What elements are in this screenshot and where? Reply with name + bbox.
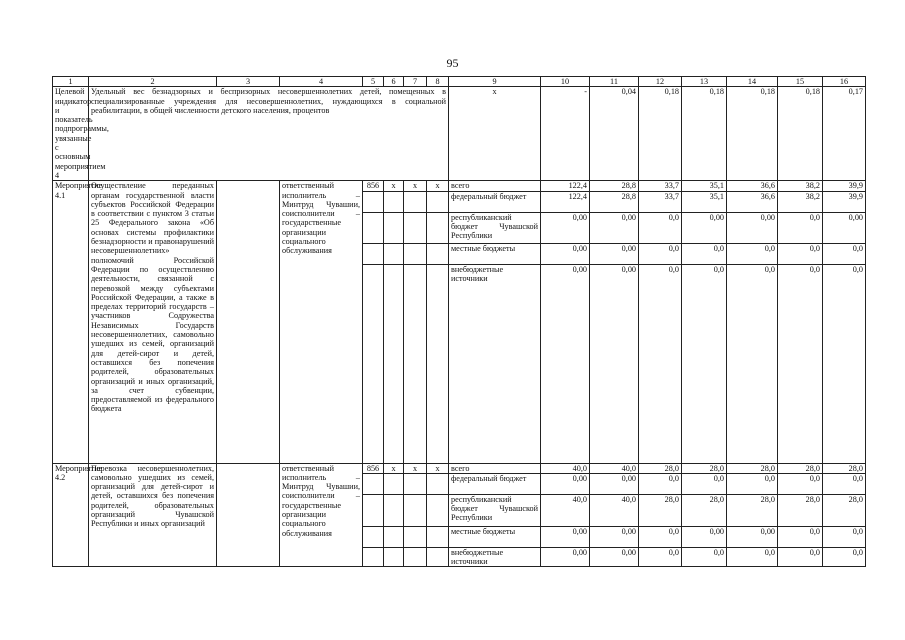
funding-value: 36,6 <box>727 181 778 191</box>
measure-executor: ответственный исполнитель – Минтруд Чувашии, соисполнители – государственные организации социального обслуживания <box>280 181 363 463</box>
target-value: - <box>541 87 590 181</box>
column-number: 13 <box>682 77 727 87</box>
funding-value: 35,1 <box>682 181 727 191</box>
funding-value: 28,0 <box>778 463 823 473</box>
funding-value: 0,0 <box>778 212 823 243</box>
column-number: 15 <box>778 77 823 87</box>
budget-code: 856 <box>363 181 384 191</box>
funding-value: 0,00 <box>541 473 590 494</box>
budget-code <box>384 547 404 567</box>
funding-value: 0,0 <box>682 243 727 264</box>
budget-table <box>52 76 866 567</box>
funding-value: 0,0 <box>639 473 682 494</box>
funding-value: 28,0 <box>727 463 778 473</box>
funding-value: 0,0 <box>823 547 866 567</box>
budget-code <box>404 526 427 547</box>
funding-value: 38,2 <box>778 191 823 212</box>
funding-value: 28,0 <box>682 494 727 526</box>
funding-value: 40,0 <box>590 494 639 526</box>
budget-code <box>427 473 449 494</box>
funding-value: 28,8 <box>590 191 639 212</box>
budget-code <box>404 264 427 463</box>
funding-value: 0,0 <box>639 526 682 547</box>
budget-code <box>384 191 404 212</box>
funding-value: 0,0 <box>778 526 823 547</box>
column-number: 10 <box>541 77 590 87</box>
funding-value: 0,0 <box>727 264 778 463</box>
funding-source: республиканский бюджет Чувашской Республики <box>449 212 541 243</box>
budget-code <box>404 547 427 567</box>
column-number: 11 <box>590 77 639 87</box>
measure-name: Перевозка несовершеннолетних, самовольно ушедших из семей, организаций для детей-сирот и детей, оставшихся без попечения родителей, образовательных организаций Чувашской Республики и иных организаций <box>89 463 217 567</box>
funding-value: 39,9 <box>823 191 866 212</box>
budget-code <box>363 212 384 243</box>
empty-cell <box>217 463 280 567</box>
funding-value: 0,0 <box>778 264 823 463</box>
funding-value: 0,0 <box>778 243 823 264</box>
budget-code: х <box>384 463 404 473</box>
funding-value: 0,00 <box>541 212 590 243</box>
budget-code: х <box>427 463 449 473</box>
funding-value: 0,00 <box>541 264 590 463</box>
budget-code <box>384 212 404 243</box>
target-value: 0,18 <box>727 87 778 181</box>
funding-value: 40,0 <box>541 494 590 526</box>
funding-value: 0,00 <box>727 212 778 243</box>
funding-value: 0,0 <box>639 243 682 264</box>
budget-code <box>363 264 384 463</box>
budget-code <box>384 494 404 526</box>
column-number: 8 <box>427 77 449 87</box>
funding-value: 122,4 <box>541 191 590 212</box>
budget-code <box>404 212 427 243</box>
funding-value: 0,00 <box>541 243 590 264</box>
funding-source: республиканский бюджет Чувашской Республики <box>449 494 541 526</box>
budget-code: х <box>404 181 427 191</box>
funding-value: 0,0 <box>639 212 682 243</box>
column-number: 14 <box>727 77 778 87</box>
funding-source: всего <box>449 181 541 191</box>
budget-code <box>427 547 449 567</box>
target-description: Удельный вес безнадзорных и беспризорных несовершеннолетних детей, помещенных в специализированные учреждения для несовершеннолетних, нуждающихся в социальной реабилитации, в общей численности детского населения, процентов <box>89 87 449 181</box>
column-number: 12 <box>639 77 682 87</box>
funding-value: 0,0 <box>823 264 866 463</box>
funding-value: 0,00 <box>682 212 727 243</box>
budget-code <box>384 264 404 463</box>
funding-value: 28,0 <box>639 463 682 473</box>
funding-value: 0,0 <box>639 264 682 463</box>
funding-value: 28,8 <box>590 181 639 191</box>
budget-code <box>384 526 404 547</box>
column-number: 2 <box>89 77 217 87</box>
column-number: 5 <box>363 77 384 87</box>
target-value: 0,18 <box>778 87 823 181</box>
funding-value: 0,0 <box>682 473 727 494</box>
budget-code <box>427 526 449 547</box>
funding-source: внебюджетные источники <box>449 264 541 463</box>
budget-code <box>404 473 427 494</box>
funding-source: федеральный бюджет <box>449 473 541 494</box>
funding-value: 0,0 <box>727 547 778 567</box>
funding-value: 122,4 <box>541 181 590 191</box>
funding-source: всего <box>449 463 541 473</box>
target-value: 0,18 <box>639 87 682 181</box>
funding-row <box>53 181 866 191</box>
budget-code <box>363 191 384 212</box>
funding-value: 0,0 <box>639 547 682 567</box>
budget-code <box>404 243 427 264</box>
column-number-row <box>53 77 866 87</box>
column-number: 4 <box>280 77 363 87</box>
funding-value: 28,0 <box>682 463 727 473</box>
funding-value: 38,2 <box>778 181 823 191</box>
funding-value: 36,6 <box>727 191 778 212</box>
budget-code <box>363 526 384 547</box>
funding-value: 40,0 <box>590 463 639 473</box>
budget-code <box>363 473 384 494</box>
budget-code <box>363 243 384 264</box>
funding-value: 0,00 <box>590 243 639 264</box>
funding-value: 0,00 <box>682 526 727 547</box>
funding-value: 28,0 <box>727 494 778 526</box>
target-value: 0,04 <box>590 87 639 181</box>
funding-value: 0,0 <box>823 473 866 494</box>
budget-code <box>384 473 404 494</box>
budget-code <box>384 243 404 264</box>
target-col9: х <box>449 87 541 181</box>
measure-number: Мероприятие 4.1 <box>53 181 89 463</box>
budget-code <box>404 494 427 526</box>
column-number: 1 <box>53 77 89 87</box>
target-indicator-row <box>53 87 866 181</box>
funding-value: 33,7 <box>639 181 682 191</box>
empty-cell <box>217 181 280 463</box>
budget-code <box>404 191 427 212</box>
funding-value: 0,00 <box>590 473 639 494</box>
funding-value: 0,0 <box>823 243 866 264</box>
column-number: 9 <box>449 77 541 87</box>
measure-executor: ответственный исполнитель – Минтруд Чувашии, соисполнители – государственные организации социального обслуживания <box>280 463 363 567</box>
funding-value: 33,7 <box>639 191 682 212</box>
funding-value: 0,00 <box>590 264 639 463</box>
budget-code <box>363 494 384 526</box>
column-number: 6 <box>384 77 404 87</box>
funding-source: местные бюджеты <box>449 526 541 547</box>
budget-code: 856 <box>363 463 384 473</box>
funding-value: 0,00 <box>823 212 866 243</box>
funding-value: 39,9 <box>823 181 866 191</box>
funding-value: 0,00 <box>590 526 639 547</box>
measure-name: Осуществление переданных органам государственной власти субъектов Российской Федерации в соответствии с пунктом 3 статьи 25 Федерального закона «Об основах системы профилактики безнадзорности и правонарушений несовершеннолетних» полномочий Российской Федерации по осуществлению деятельности, связанной с перевозкой между субъектами Российской Федерации, а также в пределах территорий государств – участников Содружества Независимых Государств несовершеннолетних, самовольно ушедших из семей, организаций для детей-сирот и детей, оставшихся без попечения родителей, образовательных организаций и иных организаций, за счет субвенции, предоставляемой из федерального бюджета <box>89 181 217 463</box>
funding-value: 0,00 <box>541 526 590 547</box>
measure-number: Мероприятие 4.2 <box>53 463 89 567</box>
target-value: 0,17 <box>823 87 866 181</box>
funding-source: внебюджетные источники <box>449 547 541 567</box>
target-value: 0,18 <box>682 87 727 181</box>
funding-value: 0,00 <box>541 547 590 567</box>
funding-value: 0,0 <box>823 526 866 547</box>
funding-value: 0,0 <box>727 473 778 494</box>
funding-value: 28,0 <box>823 494 866 526</box>
funding-value: 0,00 <box>590 212 639 243</box>
column-number: 16 <box>823 77 866 87</box>
budget-code <box>427 212 449 243</box>
funding-value: 0,0 <box>682 264 727 463</box>
budget-code <box>427 191 449 212</box>
funding-source: местные бюджеты <box>449 243 541 264</box>
funding-value: 28,0 <box>778 494 823 526</box>
funding-source: федеральный бюджет <box>449 191 541 212</box>
column-number: 7 <box>404 77 427 87</box>
budget-code: х <box>384 181 404 191</box>
budget-code: х <box>404 463 427 473</box>
funding-value: 0,0 <box>778 547 823 567</box>
funding-value: 28,0 <box>823 463 866 473</box>
budget-code: х <box>427 181 449 191</box>
funding-value: 40,0 <box>541 463 590 473</box>
funding-row <box>53 463 866 473</box>
column-number: 3 <box>217 77 280 87</box>
funding-value: 0,0 <box>682 547 727 567</box>
funding-value: 0,00 <box>590 547 639 567</box>
page-number: 95 <box>446 56 459 70</box>
budget-code <box>427 494 449 526</box>
funding-value: 35,1 <box>682 191 727 212</box>
budget-code <box>427 243 449 264</box>
target-label: Целевой индикатор и показатель подпрограммы, увязанные с основным мероприятием 4 <box>53 87 89 181</box>
funding-value: 28,0 <box>639 494 682 526</box>
funding-value: 0,0 <box>778 473 823 494</box>
budget-code <box>363 547 384 567</box>
funding-value: 0,00 <box>727 526 778 547</box>
funding-value: 0,0 <box>727 243 778 264</box>
budget-code <box>427 264 449 463</box>
